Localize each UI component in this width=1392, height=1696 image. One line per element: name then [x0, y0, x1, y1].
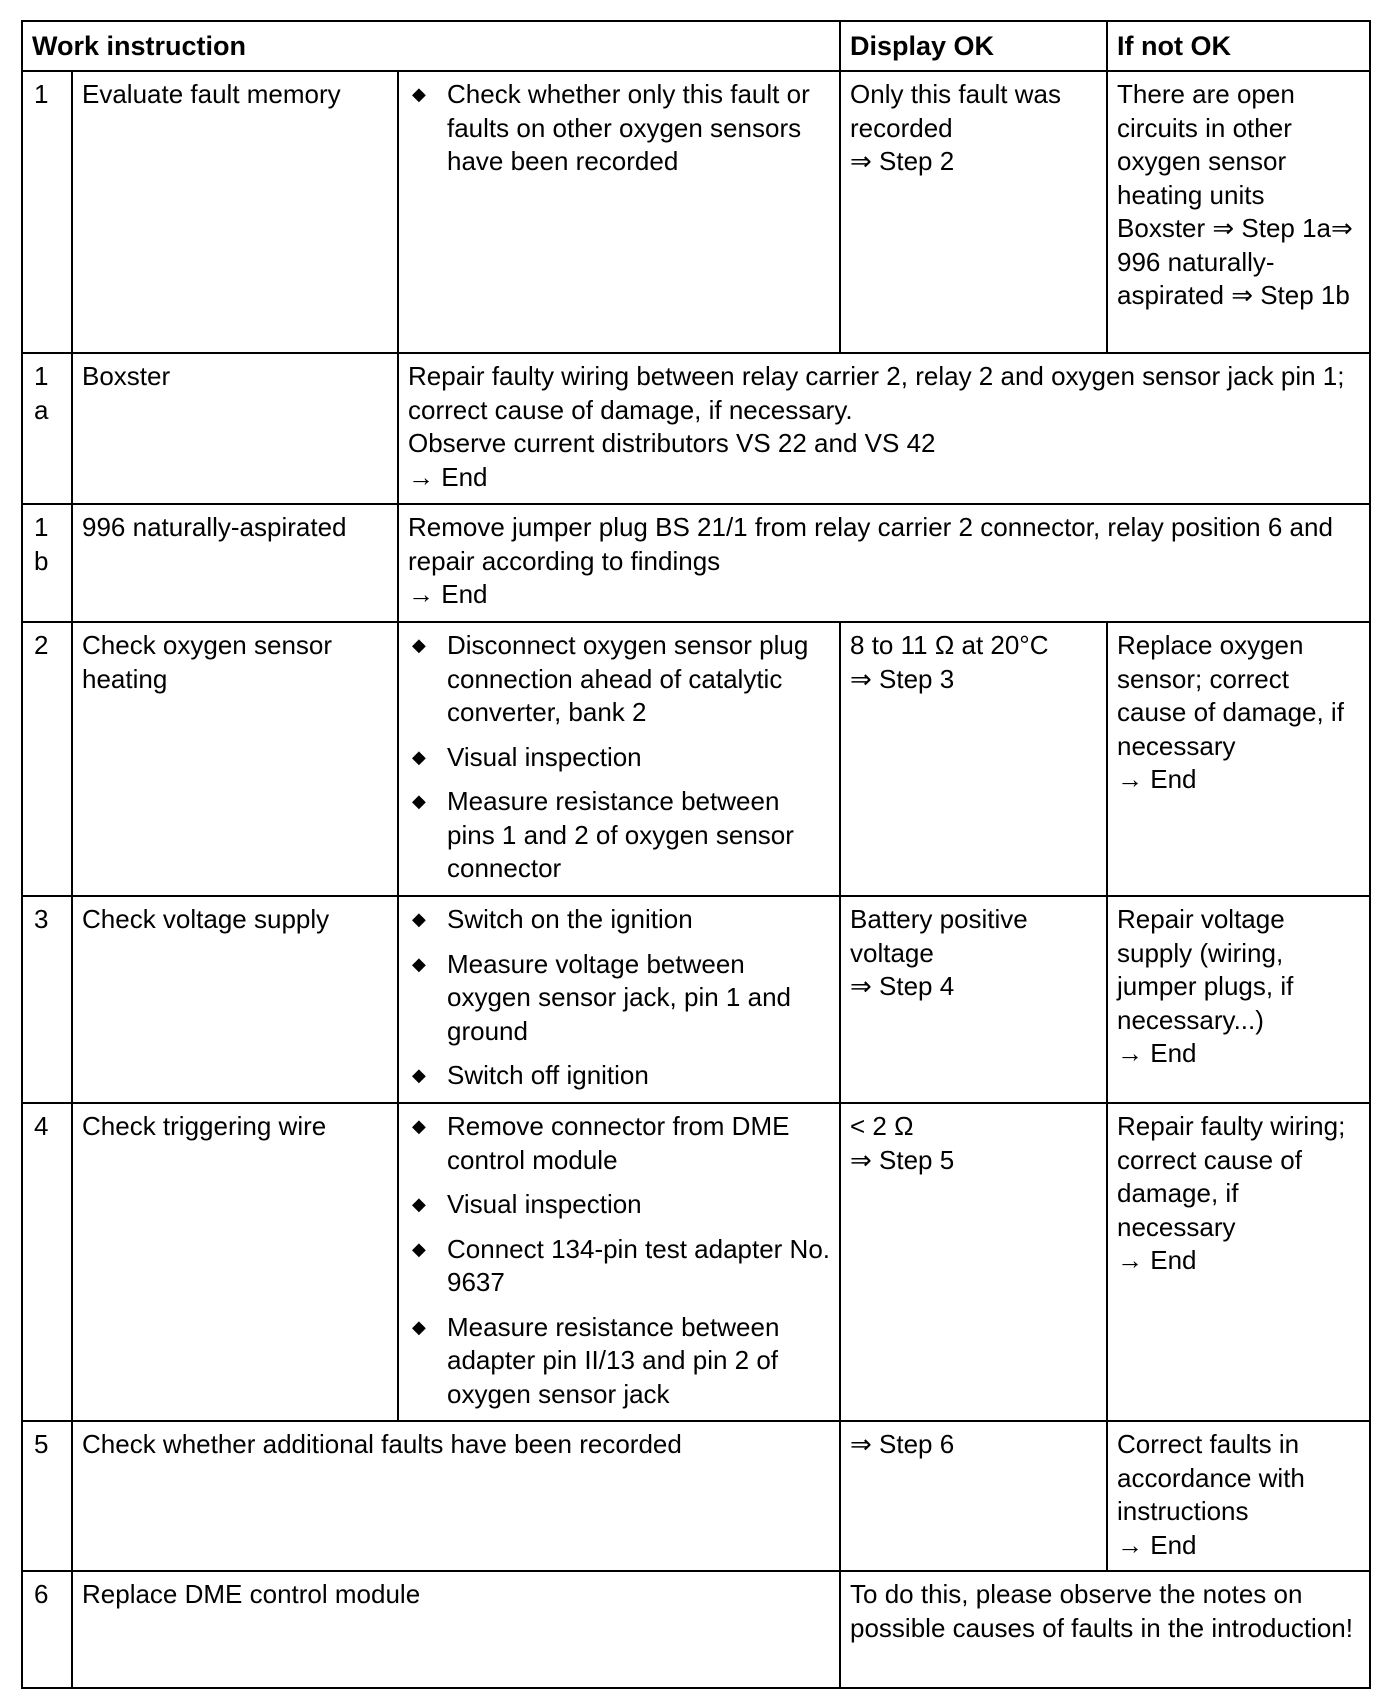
table-row-step-6 — [22, 1571, 1370, 1688]
diamond-bullet-icon: ◆ — [412, 909, 426, 929]
action-item: ◆ Measure resistance between adapter pin II/13 and pin 2 of oxygen sensor jack — [412, 1311, 780, 1409]
step-task: Check whether additional faults have been recorded — [72, 1421, 840, 1571]
diamond-bullet-icon: ◆ — [412, 1065, 426, 1085]
table-row-step-1b — [22, 504, 1370, 622]
step-number: 1 b — [22, 504, 72, 622]
step-task: Check triggering wire — [72, 1103, 398, 1421]
if-not-ok-cell: Repair voltage supply (wiring, jumper plugs, if necessary...) → End — [1107, 896, 1370, 1103]
table-row-step-4 — [22, 1103, 1370, 1421]
table-row-step-5 — [22, 1421, 1370, 1571]
step-task: Replace DME control module — [72, 1571, 840, 1688]
step-result-note: To do this, please observe the notes on possible causes of faults in the introduction! — [840, 1571, 1370, 1688]
step-number: 3 — [22, 896, 72, 1103]
step-actions — [398, 896, 840, 1103]
if-not-ok-cell: Replace oxygen sensor; correct cause of damage, if necessary → End — [1107, 622, 1370, 896]
step-number: 4 — [22, 1103, 72, 1421]
step-instruction: Repair faulty wiring between relay carrier 2, relay 2 and oxygen sensor jack pin 1; correct cause of damage, if necessary. Observe current distributors VS 22 and VS 42 → End — [398, 353, 1370, 504]
diamond-bullet-icon: ◆ — [412, 953, 426, 974]
step-actions — [398, 1103, 840, 1421]
step-task: 996 naturally-aspirated — [72, 504, 398, 622]
action-item: ◆ Measure resistance between pins 1 and 2 of oxygen sensor connector — [412, 786, 794, 883]
table-row-step-3 — [22, 896, 1370, 1103]
action-item: ◆ Visual inspection — [408, 741, 830, 775]
step-task: Evaluate fault memory — [72, 71, 398, 353]
diamond-bullet-icon: ◆ — [412, 635, 426, 655]
action-item: ◆ Check whether only this fault or faults on other oxygen sensors have been recorded — [412, 79, 810, 176]
step-number: 1 — [22, 71, 72, 353]
if-not-ok-cell: Correct faults in accordance with instructions → End — [1107, 1421, 1370, 1571]
action-item: ◆ Connect 134-pin test adapter No. 9637 — [412, 1233, 831, 1297]
action-item: ◆ Remove connector from DME control module — [412, 1111, 790, 1175]
diamond-bullet-icon: ◆ — [412, 746, 426, 767]
action-item: ◆ Switch on the ignition — [408, 903, 830, 937]
step-actions — [398, 71, 840, 353]
work-instruction-table — [21, 20, 1371, 1689]
step-number: 1 a — [22, 353, 72, 504]
diamond-bullet-icon: ◆ — [412, 1116, 426, 1136]
diamond-bullet-icon: ◆ — [412, 1316, 426, 1337]
action-item: ◆ Measure voltage between oxygen sensor jack, pin 1 and ground — [412, 948, 791, 1046]
header-work-instruction: Work instruction — [22, 21, 840, 71]
action-item: ◆ Visual inspection — [408, 1188, 830, 1222]
if-not-ok-cell: Repair faulty wiring; correct cause of damage, if necessary → End — [1107, 1103, 1370, 1421]
display-ok-cell: < 2 Ω ⇒ Step 5 — [840, 1103, 1107, 1421]
display-ok-cell: ⇒ Step 6 — [840, 1421, 1107, 1571]
step-instruction: Remove jumper plug BS 21/1 from relay carrier 2 connector, relay position 6 and repair according to findings → End — [398, 504, 1370, 622]
diamond-bullet-icon: ◆ — [412, 1238, 426, 1259]
diamond-bullet-icon: ◆ — [412, 791, 426, 811]
table-row-step-2 — [22, 622, 1370, 896]
header-if-not-ok: If not OK — [1107, 21, 1370, 71]
header-display-ok: Display OK — [840, 21, 1107, 71]
diamond-bullet-icon: ◆ — [412, 84, 426, 104]
step-task: Boxster — [72, 353, 398, 504]
step-task: Check voltage supply — [72, 896, 398, 1103]
step-number: 6 — [22, 1571, 72, 1688]
if-not-ok-cell: There are open circuits in other oxygen sensor heating units Boxster ⇒ Step 1a⇒ 996 naturally-aspirated ⇒ Step 1b — [1107, 71, 1370, 353]
step-number: 5 — [22, 1421, 72, 1571]
display-ok-cell: Only this fault was recorded ⇒ Step 2 — [840, 71, 1107, 353]
table-row-step-1a — [22, 353, 1370, 504]
table-row-step-1 — [22, 71, 1370, 353]
step-number: 2 — [22, 622, 72, 896]
display-ok-cell: 8 to 11 Ω at 20°C ⇒ Step 3 — [840, 622, 1107, 896]
step-actions — [398, 622, 840, 896]
step-task: Check oxygen sensor heating — [72, 622, 398, 896]
display-ok-cell: Battery positive voltage ⇒ Step 4 — [840, 896, 1107, 1103]
header-row — [22, 21, 1370, 71]
action-item: ◆ Switch off ignition — [408, 1059, 830, 1093]
diamond-bullet-icon: ◆ — [412, 1194, 426, 1214]
action-item: ◆ Disconnect oxygen sensor plug connection ahead of catalytic converter, bank 2 — [412, 630, 809, 727]
